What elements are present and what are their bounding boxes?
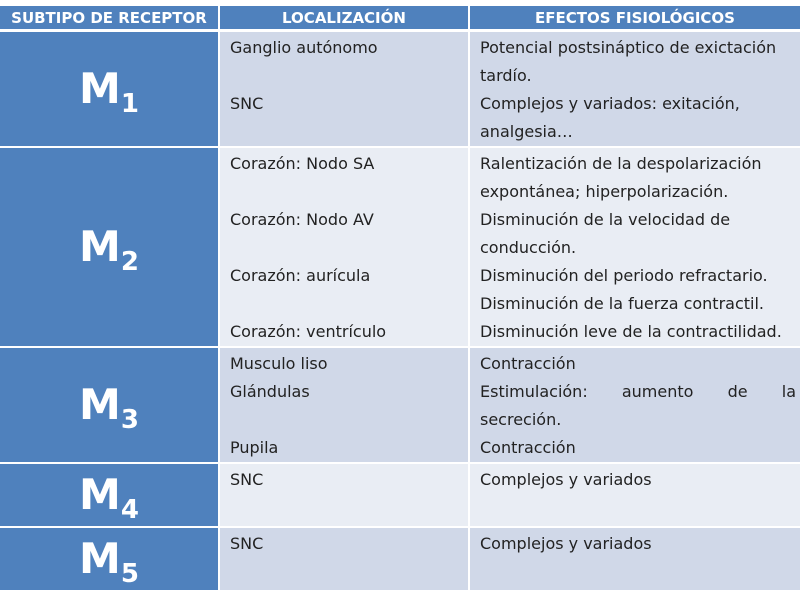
location-line: Ganglio autónomo <box>230 38 378 57</box>
effect-line: Disminución leve de la contractilidad. <box>480 322 782 341</box>
location-line: Corazón: ventrículo <box>230 322 387 341</box>
table-row-m2 <box>0 148 800 348</box>
effect-line: Disminución de la velocidad de <box>480 210 731 229</box>
effect-line: Complejos y variados: exitación, <box>480 94 740 113</box>
effect-line: Potencial postsináptico de exictación <box>480 38 777 57</box>
effect-line: expontánea; hiperpolarización. <box>480 182 729 201</box>
table-row-m1 <box>0 32 800 148</box>
location-line <box>230 290 464 318</box>
receptor-table <box>0 6 800 592</box>
table-row-m4 <box>0 464 800 528</box>
location-line: Glándulas <box>230 382 310 401</box>
receptor-symbol-m2: $M_2$ <box>79 222 139 278</box>
location-cell-m3 <box>220 348 470 464</box>
effects-cell-m5 <box>470 528 800 592</box>
effect-line: Complejos y variados <box>480 470 652 489</box>
effect-line: Complejos y variados <box>480 534 652 553</box>
effect-line: Estimulación: aumento de la <box>480 382 796 401</box>
table-row-m5 <box>0 528 800 592</box>
subtype-cell-m4 <box>0 464 220 528</box>
location-cell-m5 <box>220 528 470 592</box>
subtype-cell-m2 <box>0 148 220 348</box>
table-header-row <box>0 6 800 32</box>
effect-line: conducción. <box>480 238 577 257</box>
table-row-m3 <box>0 348 800 464</box>
subtype-cell-m3 <box>0 348 220 464</box>
location-line: Musculo liso <box>230 354 328 373</box>
header-subtype: SUBTIPO DE RECEPTOR <box>0 6 220 32</box>
receptor-symbol-m3: $M_3$ <box>79 380 139 436</box>
location-line: Corazón: Nodo AV <box>230 210 374 229</box>
effects-cell-m1 <box>470 32 800 148</box>
location-cell-m4 <box>220 464 470 528</box>
location-line <box>230 178 464 206</box>
subtype-cell-m1 <box>0 32 220 148</box>
location-line: Corazón: Nodo SA <box>230 154 375 173</box>
location-cell-m2 <box>220 148 470 348</box>
location-line: SNC <box>230 94 264 113</box>
location-line: Pupila <box>230 438 279 457</box>
effects-cell-m4 <box>470 464 800 528</box>
subtype-cell-m5 <box>0 528 220 592</box>
effect-line: secreción. <box>480 410 562 429</box>
effects-cell-m3 <box>470 348 800 464</box>
location-cell-m1 <box>220 32 470 148</box>
effect-line: Contracción <box>480 354 576 373</box>
receptor-symbol-m5: $M_5$ <box>79 534 139 590</box>
effect-line: analgesia… <box>480 122 573 141</box>
effect-line: Contracción <box>480 438 576 457</box>
location-line <box>230 406 464 434</box>
header-effects: EFECTOS FISIOLÓGICOS <box>470 6 800 32</box>
receptor-symbol-m4: $M_4$ <box>79 470 139 526</box>
location-line: Corazón: aurícula <box>230 266 371 285</box>
location-line <box>230 118 464 146</box>
location-line: SNC <box>230 534 264 553</box>
receptor-symbol-m1: $M_1$ <box>79 64 139 120</box>
location-line <box>230 62 464 90</box>
location-line <box>230 234 464 262</box>
effect-line: Disminución de la fuerza contractil. <box>480 294 765 313</box>
effect-line: tardío. <box>480 66 532 85</box>
effects-cell-m2 <box>470 148 800 348</box>
header-location: LOCALIZACIÓN <box>220 6 470 32</box>
location-line: SNC <box>230 470 264 489</box>
effect-line: Ralentización de la despolarización <box>480 154 762 173</box>
effect-line: Disminución del periodo refractario. <box>480 266 768 285</box>
